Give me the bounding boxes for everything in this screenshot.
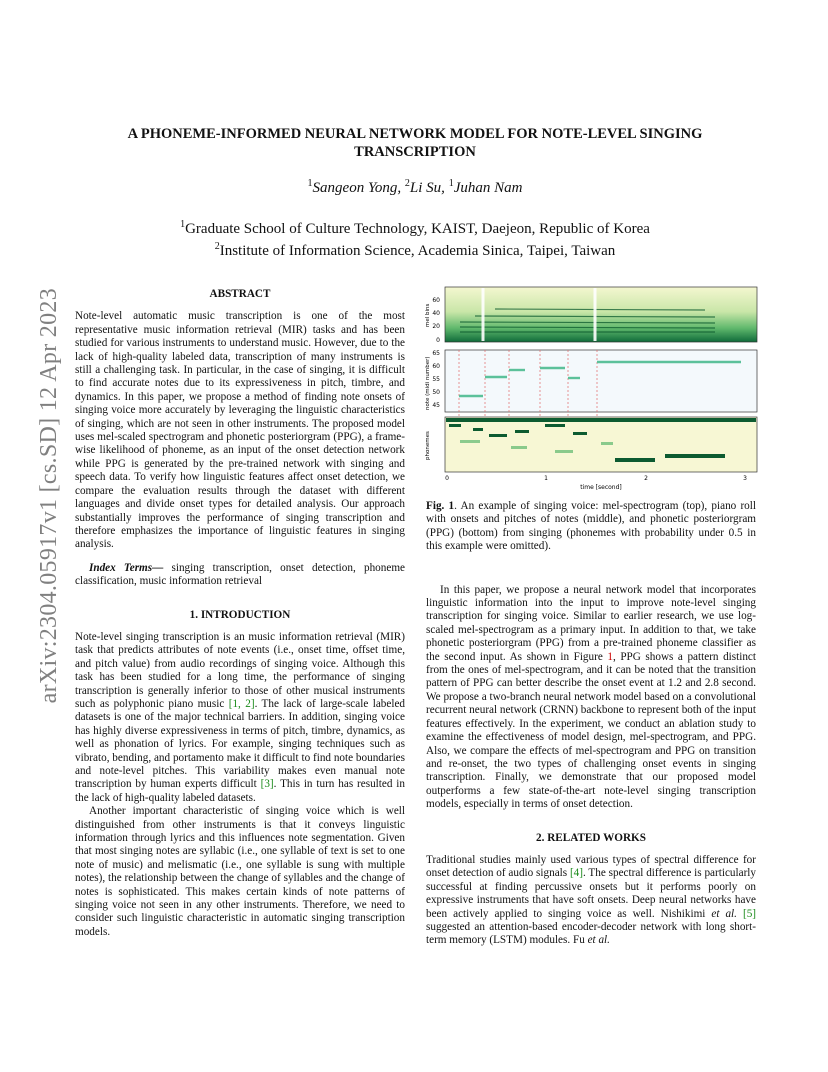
related-paragraph — [426, 854, 756, 948]
intro-heading: 1. INTRODUCTION — [189, 608, 291, 621]
text-run: et al. — [711, 907, 737, 920]
authors — [90, 178, 740, 197]
text-run: suggested an attention-based encoder-decoder network with long short-term memory (LSTM) modules. Fu — [426, 920, 756, 947]
caption-label: Fig. 1 — [426, 500, 455, 512]
xtick: 2 — [644, 475, 648, 482]
abstract-text: Note-level automatic music transcription is one of the most representative music information retrieval (MIR) tasks and has been studied for various instruments to understand music. However, due to the lack of high-quality labeled data, transcription of many instruments is still a challenging task. In particular, in the case of singing, it is difficult to find accurate notes due to its expressiveness in pitch, timbre, and dynamics. In this paper, we propose a method of finding note onsets of singing voice more accurately by leveraging the linguistic characteristics of singing, which are not seen in other instruments. The proposed model uses mel-scaled spectrogram and phonetic posteriorgram (PPG), a frame-wise likelihood of phoneme, as an input of the onset detection network while PPG is generated by the pre-trained network with singing and speech data. To verify how linguistic features affect onset detection, we compare the evaluation results through the dataset with different languages and divide onset types for detailed analysis. Our approach substantially improves the performance of singing transcription and therefore emphasizes the importance of linguistic features in singing analysis. — [75, 310, 405, 551]
text-run: . The spectral difference is particularly successful at finding percussive onsets but it performs poorly on expressive instruments that have soft onsets. Deep neural networks have been actively applied to singing voice as well. Nishikimi — [426, 867, 757, 920]
citation-link[interactable]: [1, 2] — [228, 697, 255, 710]
author-name: Li Su, — [409, 180, 449, 196]
author-sup: 1 — [448, 178, 454, 189]
text-run: Note-level singing transcription is an music information retrieval (MIR) task that predicts attributes of note events (i.e., onset time, offset time, and pitch value) from audio recordings of singing voice. Although this task has been studied for a long time, the performance of singing transcription is generally inferior to those of other musical instruments such as polyphonic piano music — [75, 630, 405, 710]
ytick: 40 — [432, 310, 440, 317]
ytick: 45 — [432, 402, 440, 409]
caption-text: . An example of singing voice: mel-spectrogram (top), piano roll with onsets and pitches of notes (middle), and phonetic posteriorgram (PPG) (bottom) from singing (phonemes with probability under 0.5 in this example were omitted). — [426, 500, 756, 553]
affiliation-line — [90, 238, 740, 260]
ytick: 20 — [432, 323, 440, 330]
ytick: 55 — [432, 376, 440, 383]
affiliation-sup: 1 — [180, 219, 186, 230]
affiliation-line — [90, 216, 740, 238]
figure-ref-link[interactable]: 1 — [607, 650, 613, 663]
text-run: et al. — [587, 934, 610, 947]
figure-caption — [426, 500, 756, 554]
index-terms-label: Index Terms— — [89, 561, 164, 574]
ytick: 60 — [432, 363, 440, 370]
ytick: 50 — [432, 389, 440, 396]
ytick: 65 — [432, 350, 440, 357]
text-run: Traditional studies mainly used various types of spectral difference for onset detection of audio signals — [426, 853, 756, 880]
arxiv-stamp-text: arXiv:2304.05917v1 [cs.SD] 12 Apr 2023 — [36, 288, 62, 704]
text-run: . This in turn has resulted in the lack of high-quality labeled datasets. — [75, 778, 405, 804]
arxiv-stamp — [0, 0, 60, 1072]
mel-spectrogram-panel — [445, 287, 757, 342]
affiliation-text: Institute of Information Science, Academia Sinica, Taipei, Taiwan — [219, 243, 616, 259]
affiliation-text: Graduate School of Culture Technology, KAIST, Daejeon, Republic of Korea — [185, 221, 650, 237]
text-run: , PPG shows a pattern distinct from the ones of mel-spectrogram, and it can be noted that the transition pattern of PPG can better describe the onset event at 1.2 and 2.8 second. We propose a two-branch neural network model based on a convolutional recurrent neural network (CRNN) backbone to represent both of the input features effectively. In the experiment, we conduct an ablation study to examine the effectiveness of model design, mel-spectrogram, and PPG. Also, we compare the effects of mel-spectrogram and PPG on transition and re-onset, the two types of challenging onset events in singing transcription. Finally, we demonstrate that our proposed model outperforms a few state-of-the-art note-level singing transcription models, especially in terms of onset detection. — [426, 650, 757, 811]
citation-link[interactable]: [3] — [260, 778, 274, 791]
ylabel-mid: note (midi number) — [425, 356, 431, 410]
affiliations — [90, 216, 740, 260]
piano-roll-panel — [445, 350, 757, 412]
abstract-heading: ABSTRACT — [209, 288, 271, 300]
author-sup: 2 — [404, 178, 410, 189]
figure-1-plot — [415, 282, 760, 492]
ylabel-bot: phonemes — [425, 431, 431, 460]
affiliation-sup: 2 — [214, 241, 220, 252]
paper-title: A PHONEME-INFORMED NEURAL NETWORK MODEL FOR NOTE-LEVEL SINGING TRANSCRIPTION — [127, 126, 703, 160]
xtick: 1 — [544, 475, 548, 482]
ytick: 60 — [432, 297, 440, 304]
ytick: 0 — [436, 337, 440, 344]
author-name: Juhan Nam — [453, 180, 523, 196]
ylabel-top: mel bins — [425, 303, 431, 327]
citation-link[interactable]: [4] — [569, 867, 583, 880]
xtick: 0 — [445, 475, 449, 482]
related-heading: 2. RELATED WORKS — [536, 831, 646, 844]
right-column — [426, 500, 756, 948]
text-run: In this paper, we propose a neural network model that incorporates linguistic information into the input to improve note-level singing transcription for singing voice. Similar to earlier research, we use log-scaled mel-spectrogram as a primary input. In addition to that, we take phonetic posteriorgram (PPG) from a pre-trained phoneme classifier as the second input. As shown in Figure — [426, 583, 756, 663]
right-paragraph-1 — [426, 584, 756, 812]
xtick: 3 — [743, 475, 747, 482]
figure-1 — [415, 282, 760, 492]
index-terms-text: singing transcription, onset detection, phoneme classification, music information retrieval — [75, 561, 405, 588]
left-column — [75, 288, 405, 939]
index-terms — [75, 562, 405, 589]
author-sup: 1 — [307, 178, 313, 189]
intro-paragraph-1 — [75, 631, 405, 805]
intro-paragraph-2: Another important characteristic of singing voice which is well distinguished from other instruments is that it conveys linguistic information through lyrics and this influences note segmentation. Given that most singing notes are syllabic (i.e., one syllable of text is set to one note of music) and melismatic (i.e., one syllable is sung with multiple notes), the relationship between the change of syllables and the change of notes is sophisticated. This makes certain kinds of note patterns of singing voice not seen in any other instruments. Therefore, we need to consider such linguistic characteristic in automatic singing transcription models. — [75, 805, 405, 938]
author-name: Sangeon Yong, — [312, 180, 405, 196]
text-run: . The lack of large-scale labeled datasets is one of the major technical barriers. In addition, singing voice has highly diverse expressiveness in terms of pitch, timbre, dynamics, as well as phonation of lyrics. For example, singing techniques such as vibrato, bending, and portamento make it difficult to find note boundaries and note-level pitches. This variability makes even manual note transcription by human experts difficult — [75, 697, 406, 791]
xlabel: time [second] — [580, 484, 622, 491]
citation-link[interactable]: [5] — [742, 907, 757, 920]
